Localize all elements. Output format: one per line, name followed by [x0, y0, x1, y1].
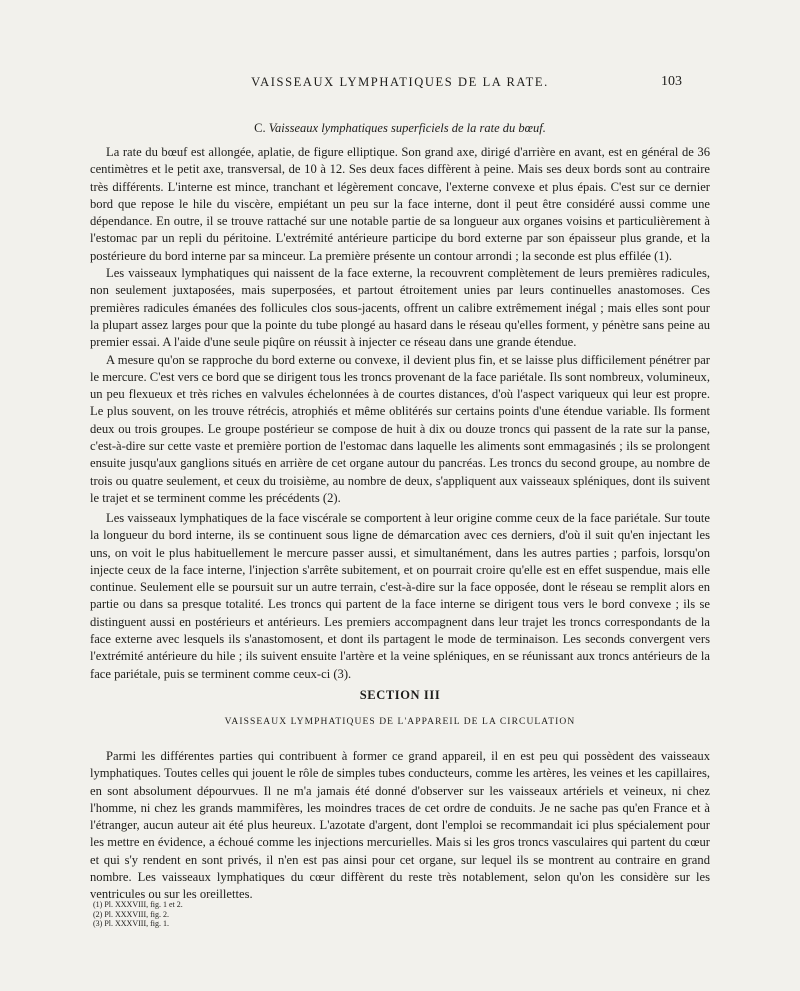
page-number: 103	[661, 74, 682, 89]
footnote: (3) Pl. XXXVIII, fig. 1.	[93, 919, 169, 928]
footnotes	[93, 900, 183, 929]
subsection-title: Vaisseaux lymphatiques superficiels de la rate du bœuf.	[268, 121, 546, 135]
paragraph: Les vaisseaux lymphatiques de la face viscérale se comportent à leur origine comme ceux de la face pariétale. Sur toute la longueur du bord interne, ils se continuent sous ligne de démarcation avec ces derniers, d'où il suit qu'en injectant les uns, on voit le plus habituellement le mercure passer aussi, et simultanément, dans les autres parties ; parfois, lorsqu'on injecte ceux de la face interne, l'injection s'arrête subitement, et on pourrait croire qu'elle est en effet suspendue, mais elle continue. Seulement elle se poursuit sur un autre terrain, c'est-à-dire sur la face opposée, dont le réseau se remplit alors en partie ou dans sa presque totalité. Les troncs qui partent de la face interne se dirigent tous vers le bord convexe ; ils se distinguent aussi en postérieurs et antérieurs. Les premiers accompagnent dans leur trajet les troncs correspondants de la face externe avec lesquels ils s'anastomosent, et dont ils partagent le mode de terminaison. Les seconds convergent vers l'extrémité antérieure du hile ; ils suivent ensuite l'artère et la veine spléniques, en se réunissant aux troncs antérieurs de la face pariétale, puis se terminent comme ceux-ci (3).	[90, 511, 710, 681]
text-block-circulation	[90, 748, 710, 904]
paragraph: La rate du bœuf est allongée, aplatie, de figure elliptique. Son grand axe, dirigé d'arrière en avant, est en général de 36 centimètres et le petit axe, transversal, de 10 à 12. Ses deux faces diffèrent à peine. Mais ses deux bords sont au contraire très différents. L'interne est mince, tranchant et légèrement concave, l'externe convexe et plus épais. C'est sur ce dernier bord que repose le hile du viscère, empiétant un peu sur la face interne, dont il peut être considéré aussi comme une dépendance. En outre, il se trouve rattaché sur une notable partie de sa longueur aux organes voisins et particulièrement à l'estomac par un repli du péritoine. L'extrémité antérieure participe du bord externe par son épaisseur plus grande, et la postérieure du bord interne par sa minceur. La première présente un contour arrondi ; la seconde est plus effilée (1).	[90, 145, 710, 263]
section-title: SECTION III	[359, 688, 441, 702]
subsection-heading	[0, 121, 800, 136]
text-block-spleen-surface	[90, 144, 710, 507]
footnote: (2) Pl. XXXVIII, fig. 2.	[93, 909, 169, 919]
footnote: (1) Pl. XXXVIII, fig. 1 et 2.	[93, 900, 183, 909]
section-subtitle: VAISSEAUX LYMPHATIQUES DE L'APPAREIL DE LA CIRCULATION	[224, 717, 576, 727]
paragraph: A mesure qu'on se rapproche du bord externe ou convexe, il devient plus fin, et se laisse plus difficilement pénétrer par le mercure. C'est vers ce bord que se dirigent tous les troncs provenant de la face pariétale. Ils sont nombreux, volumineux, un peu flexueux et très riches en valvules échelonnées à de courtes distances, d'où l'aspect variqueux qui leur est propre. Le plus souvent, on les trouve rétrécis, atrophiés et même oblitérés sur certains points d'une étendue variable. Ils forment deux ou trois groupes. Le groupe postérieur se compose de huit à dix ou douze troncs qui passent de la rate sur la panse, c'est-à-dire sur cette vaste et première portion de l'estomac dans laquelle les aliments sont emmagasinés ; ils se prolongent ensuite jusqu'aux ganglions situés en arrière de cet organe autour du pancréas. Les troncs du second groupe, au nombre de trois ou quatre seulement, et ceux du troisième, au nombre de deux, s'appliquent aux vaisseaux spléniques, dont ils suivent le trajet et se terminent comme les précédents (2).	[90, 352, 710, 505]
running-title: VAISSEAUX LYMPHATIQUES DE LA RATE.	[251, 75, 549, 89]
text-block-visceral-face	[90, 510, 710, 683]
subsection-marker: C.	[254, 121, 266, 135]
paragraph: Les vaisseaux lymphatiques qui naissent de la face externe, la recouvrent complètement de leurs premières radicules, non seulement juxtaposées, mais superposées, et partout étroitement unies par leurs continuelles anastomoses. Ces premières radicules émanées des follicules clos sous-jacents, offrent un calibre extrêmement inégal ; mais elles sont pour la plupart assez larges pour que la pointe du tube plongé au hasard dans le réseau qu'elles forment, y pénètre sans peine au premier essai. A l'aide d'une seule piqûre on réussit à injecter ce réseau dans une grande étendue.	[90, 266, 710, 350]
running-head	[0, 75, 800, 95]
paragraph: Parmi les différentes parties qui contribuent à former ce grand appareil, il en est peu qui possèdent des vaisseaux lymphatiques. Toutes celles qui jouent le rôle de simples tubes conducteurs, comme les artères, les veines et les capillaires, en sont absolument dépourvues. Il ne m'a jamais été donné d'observer sur les vaisseaux artériels et veineux, ni chez l'homme, ni chez les grands mammifères, les moindres traces de cet ordre de conduits. Je ne sache pas qu'en France et à l'étranger, aucun auteur ait été plus heureux. L'azotate d'argent, dont l'emploi se recommandait ici plus spécialement pour les mettre en évidence, a échoué comme les injections mercurielles. Mais si les gros troncs vasculaires qui partent du cœur et qui s'y rendent en sont privés, il n'en est pas ainsi pour cet organe, sur lequel ils se montrent au contraire en grand nombre. Les vaisseaux lymphatiques du cœur diffèrent du reste très notablement, selon qu'on les considère sur les ventricules ou sur les oreillettes.	[90, 749, 710, 902]
